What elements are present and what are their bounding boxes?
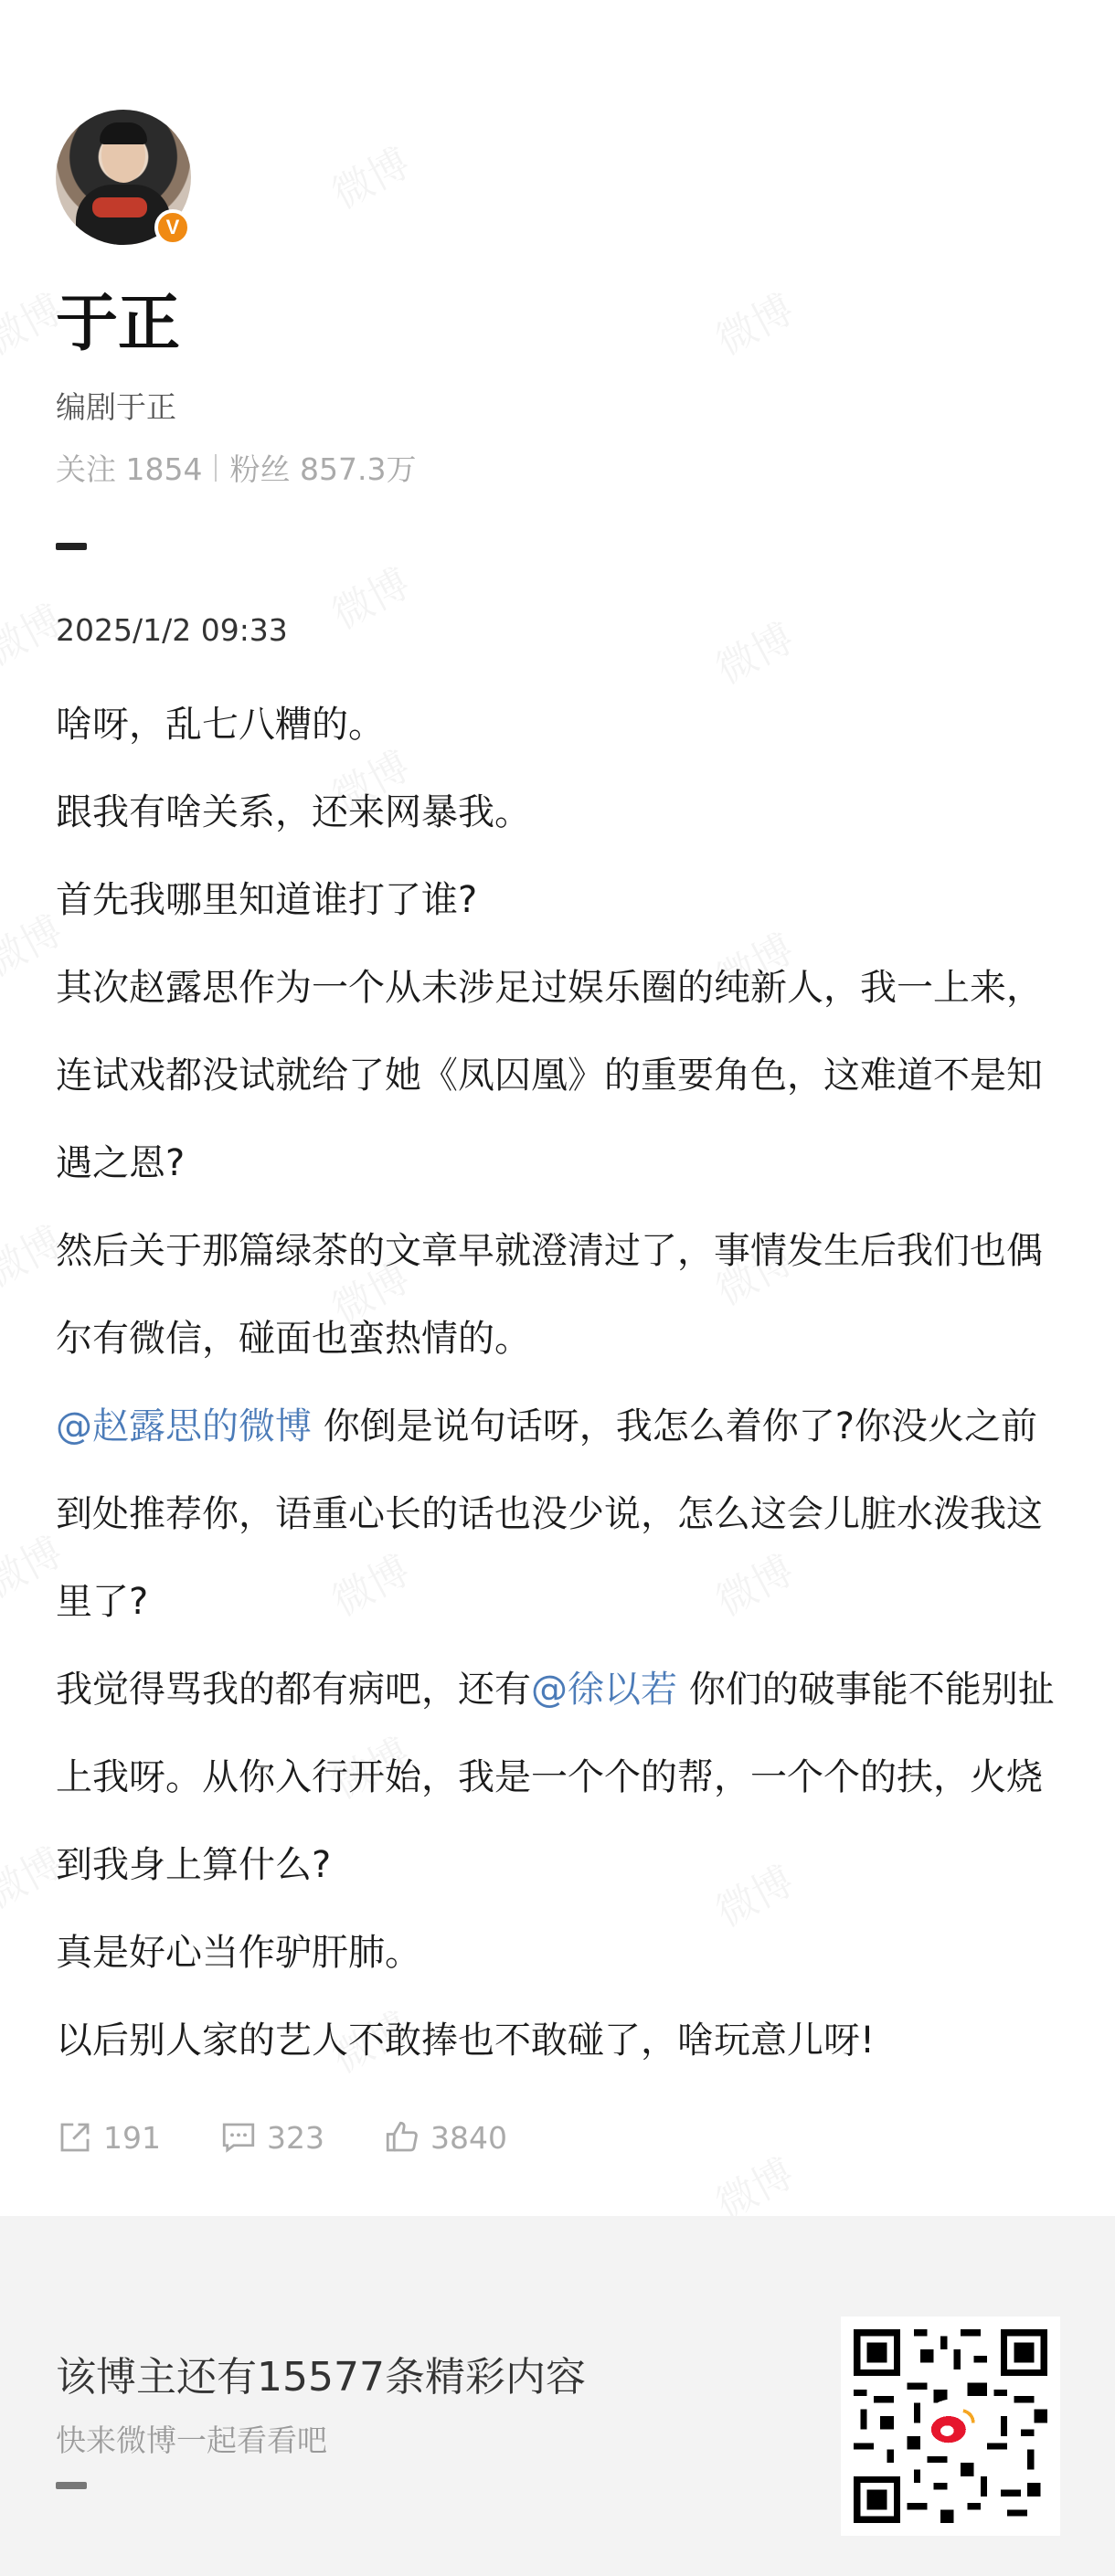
qr-code-icon [854, 2329, 1047, 2523]
promo-footer [0, 2216, 1115, 2576]
username[interactable]: 于正 [56, 288, 181, 360]
post-line: 其次赵露思作为一个从未涉足过娱乐圈的纯新人，我一上来，连试戏都没试就给了她《凤囚凰》的重要角色，这难道不是知遇之恩? [56, 967, 1043, 1184]
post-line: 以后别人家的艺人不敢捧也不敢碰了，啥玩意儿呀! [56, 2019, 876, 2062]
repost-count: 191 [103, 2119, 161, 2156]
like-button[interactable] [383, 2118, 507, 2157]
followers-label: 粉丝 [229, 451, 291, 487]
post-actions [56, 2118, 507, 2157]
post-line: 啥呀，乱七八糟的。 [56, 704, 385, 746]
comment-count: 323 [267, 2119, 324, 2156]
post-line: 跟我有啥关系，还来网暴我。 [56, 791, 531, 833]
divider-mark [56, 543, 87, 550]
user-bio: 编剧于正 [56, 389, 176, 425]
post-line [56, 1383, 1061, 1646]
post-text: 你们的破事能不能别扯上我呀。从你入行开始，我是一个个的帮，一个个的扶，火烧到我身上算什么? [56, 1669, 1055, 1886]
divider-mark [56, 2482, 87, 2489]
follow-stats [56, 446, 416, 489]
followers-count: 857.3万 [299, 451, 417, 487]
promo-subtitle: 快来微博一起看看吧 [56, 2422, 327, 2458]
following-label: 关注 [56, 451, 116, 487]
post-line [56, 1646, 1061, 1909]
mention-link[interactable]: @赵露思的微博 [56, 1405, 312, 1447]
following-stat[interactable] [56, 446, 202, 489]
post-body [56, 681, 1061, 2084]
following-count: 1854 [125, 451, 203, 487]
repost-button[interactable] [56, 2118, 161, 2157]
comment-icon [219, 2118, 258, 2157]
promo-title: 该博主还有15577条精彩内容 [56, 2354, 586, 2401]
post-line: 然后关于那篇绿茶的文章早就澄清过了，事情发生后我们也偶尔有微信，碰面也蛮热情的。 [56, 1230, 1043, 1360]
followers-stat[interactable] [229, 446, 416, 489]
post-line: 首先我哪里知道谁打了谁? [56, 879, 478, 921]
verified-badge-icon: V [154, 209, 191, 246]
repost-icon [56, 2118, 94, 2157]
post-line: 真是好心当作驴肝肺。 [56, 1932, 421, 1974]
comment-button[interactable] [219, 2118, 324, 2157]
post-timestamp: 2025/1/2 09:33 [56, 612, 288, 648]
qr-code[interactable] [841, 2316, 1060, 2536]
like-count: 3840 [430, 2119, 507, 2156]
like-icon [383, 2118, 421, 2157]
post-text: 我觉得骂我的都有病吧，还有 [56, 1669, 531, 1711]
stats-divider [215, 454, 217, 482]
post-text: 你倒是说句话呀，我怎么着你了?你没火之前到处推荐你，语重心长的话也没少说，怎么这会儿脏水泼我这里了? [56, 1405, 1043, 1623]
mention-link[interactable]: @徐以若 [531, 1669, 677, 1711]
